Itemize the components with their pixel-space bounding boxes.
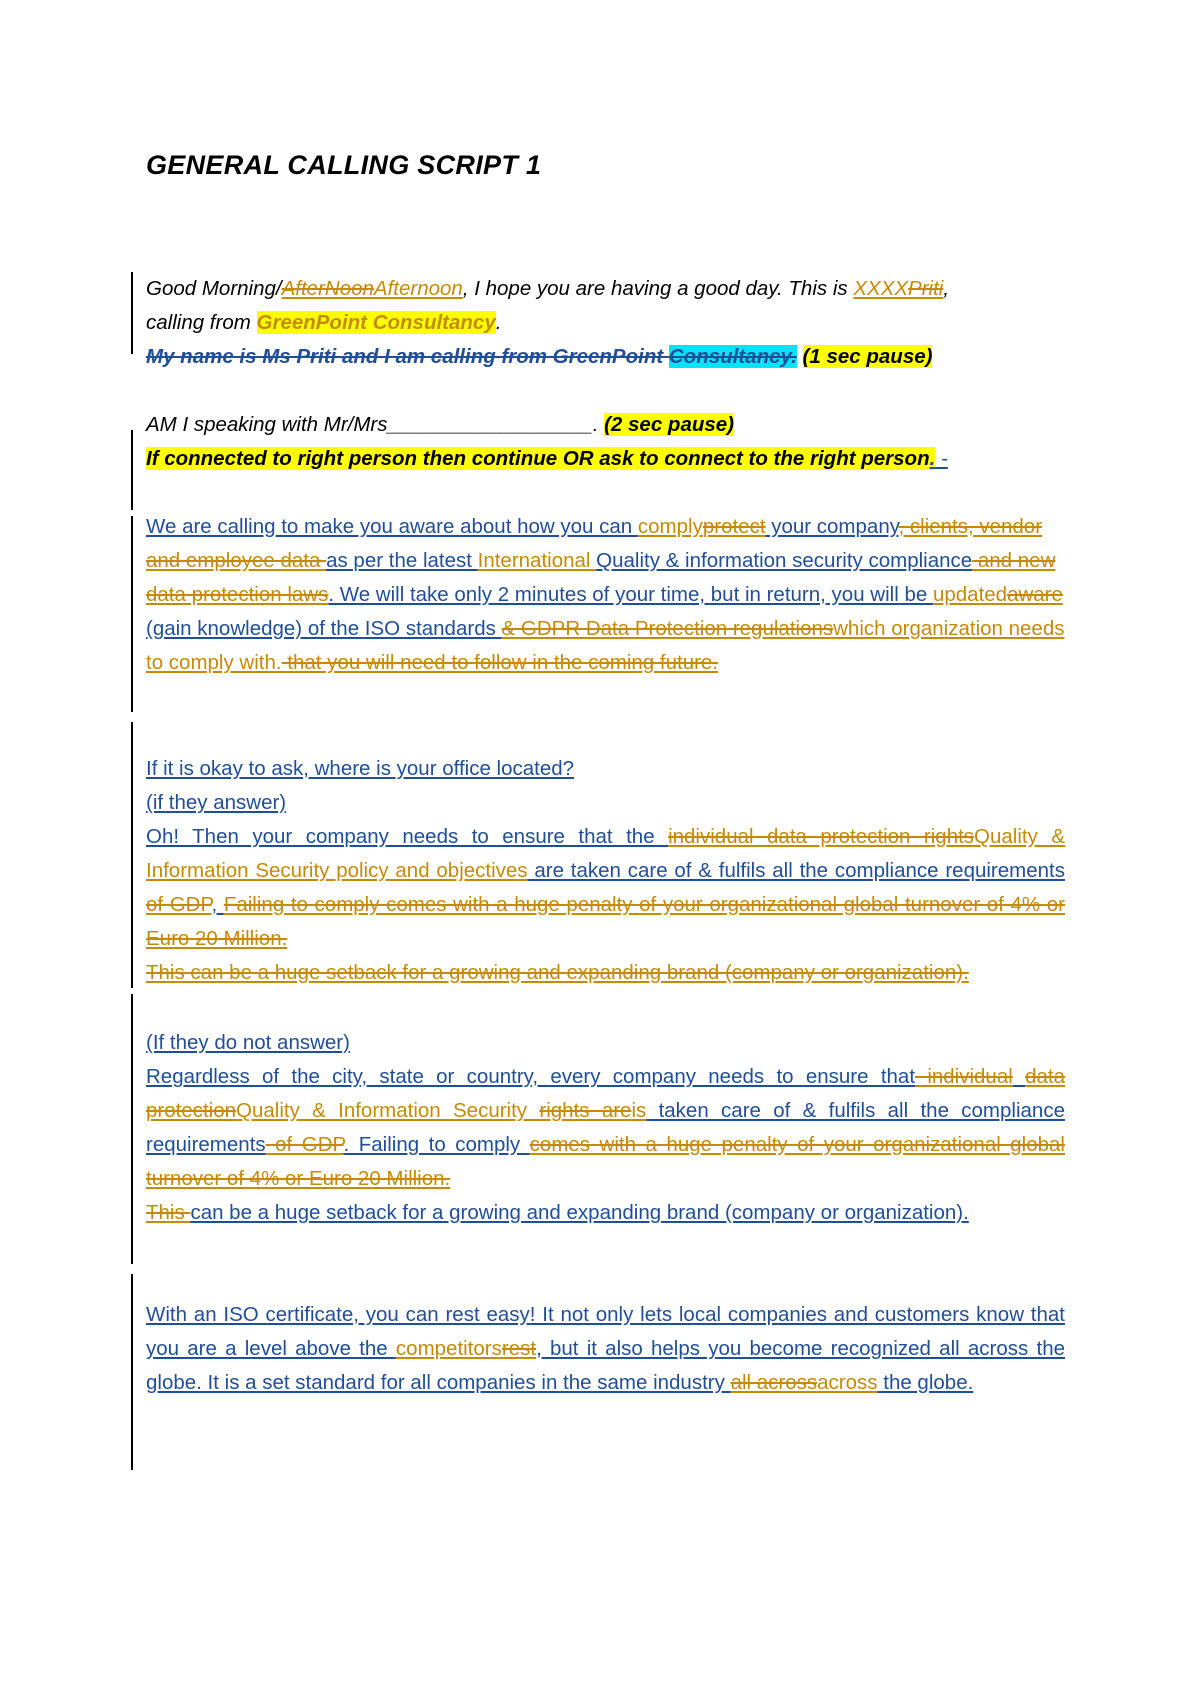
- speaking-paragraph: AM I speaking with Mr/Mrs__________________. (2 sec pause) If connected to right person then continue OR ask to connect to the right person. -: [146, 413, 948, 470]
- pause-note: (1 sec pause): [802, 345, 933, 368]
- iso-paragraph: With an ISO certificate, you can rest easy! It not only lets local companies and customers know that you are a level above the competitorsrest, but it also helps you become recognized all across the globe. It is a set standard for all companies in the same industry all acrossacross the globe.: [146, 1303, 1065, 1394]
- greeting-paragraph: Good Morning/AfterNoonAfternoon, I hope you are having a good day. This is XXXXPriti, calling from GreenPoint Consultancy. My name is Ms Priti and I am calling from GreenPoint Consultancy. (1 sec pause): [146, 277, 950, 368]
- change-bar: [131, 516, 133, 712]
- no-answer-paragraph: (If they do not answer) Regardless of the city, state or country, every company needs to ensure that individual data protectionQuality & Information Security rights areis taken care of & fulfils all the compliance requirements of GDP. Failing to comply comes with a huge penalty of your organizational global turnover of 4% or Euro 20 Million. This can be a huge setback for a growing and expanding brand (company or organization).: [146, 1031, 1066, 1224]
- document-title: GENERAL CALLING SCRIPT 1: [146, 150, 542, 180]
- aware-paragraph: We are calling to make you aware about how you can complyprotect your company, clients, vendor and employee data as per the latest International Quality & information security compliance and new data protection laws. We will take only 2 minutes of your time, but in return, you will be updatedaware (gain knowledge) of the ISO standards & GDPR Data Protection regulationswhich organization needs to comply with. that you will need to follow in the coming future.: [146, 515, 1065, 674]
- change-bar: [131, 994, 133, 1264]
- instruction-note: If connected to right person then continue OR ask to connect to the right person: [146, 447, 930, 470]
- change-bar: [131, 722, 133, 988]
- change-bar: [131, 272, 133, 354]
- change-bar: [131, 1274, 133, 1470]
- office-paragraph: If it is okay to ask, where is your office located? (if they answer) Oh! Then your company needs to ensure that the individual data protection rightsQuality & Information Security policy and objectives are taken care of & fulfils all the compliance requirements of GDP, Failing to comply comes with a huge penalty of your organizational global turnover of 4% or Euro 20 Million. This can be a huge setback for a growing and expanding brand (company or organization).: [146, 757, 1065, 984]
- company-name: GreenPoint Consultancy: [256, 311, 496, 334]
- pause-note: (2 sec pause): [604, 413, 735, 436]
- change-bar: [131, 430, 133, 510]
- deleted-intro: My name is Ms Priti and I am calling from GreenPoint: [146, 345, 669, 368]
